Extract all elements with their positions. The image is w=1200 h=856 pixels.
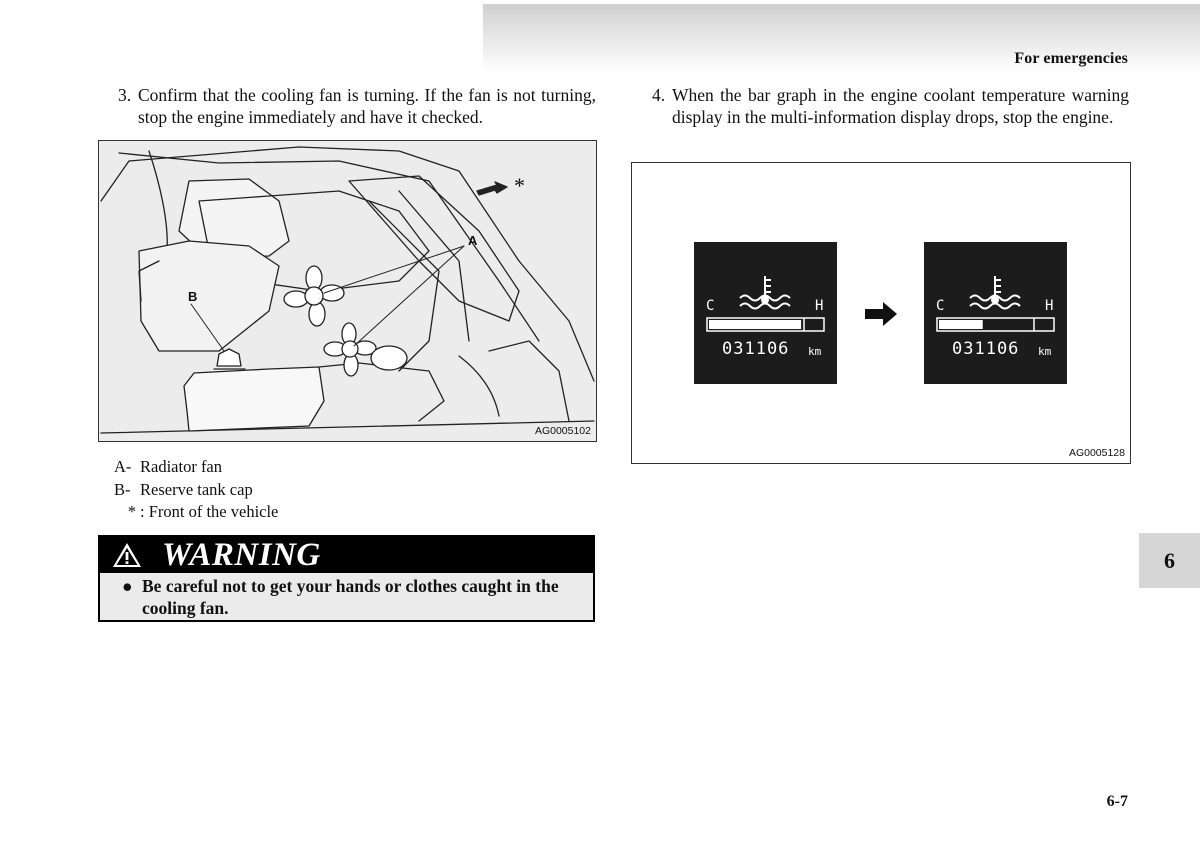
legend-key: B- bbox=[114, 479, 131, 499]
bar-graph-fill bbox=[709, 320, 801, 329]
legend-item bbox=[114, 456, 278, 479]
warning-box bbox=[98, 535, 595, 622]
bullet-icon: ● bbox=[122, 576, 133, 596]
label-a: A bbox=[468, 233, 478, 248]
hot-label: H bbox=[1045, 298, 1054, 314]
page-number: 6-7 bbox=[1106, 793, 1128, 810]
coolant-display-after bbox=[924, 242, 1067, 384]
figure-id: AG0005128 bbox=[1068, 447, 1125, 459]
chapter-tab: 6 bbox=[1139, 533, 1200, 588]
cold-label: C bbox=[936, 298, 945, 314]
reserve-tank-cap bbox=[214, 349, 245, 369]
odometer-value: 031106 bbox=[952, 339, 1020, 359]
engine-bay-illustration bbox=[98, 140, 597, 442]
step-number: 3. bbox=[118, 85, 132, 105]
warning-triangle-icon bbox=[112, 542, 142, 568]
coolant-display-figure bbox=[631, 162, 1131, 464]
coolant-gauge-before bbox=[694, 242, 837, 384]
coolant-temperature-icon bbox=[740, 276, 790, 309]
step-3 bbox=[118, 84, 596, 128]
radiator-fan-upper bbox=[284, 266, 344, 326]
legend-key: A- bbox=[114, 457, 132, 476]
legend-text: Reserve tank cap bbox=[140, 479, 253, 499]
warning-body bbox=[100, 573, 593, 619]
odometer-unit: km bbox=[1038, 345, 1052, 358]
legend-item bbox=[114, 501, 278, 524]
figure-legend bbox=[114, 456, 278, 524]
step-4 bbox=[652, 84, 1129, 128]
coolant-temperature-icon bbox=[970, 276, 1020, 309]
step-text: When the bar graph in the engine coolant temperature warning display in the multi-information display drops, stop the engine. bbox=[672, 85, 1129, 127]
odometer-unit: km bbox=[808, 345, 822, 358]
radiator-fan-lower bbox=[324, 323, 376, 376]
section-title: For emergencies bbox=[1014, 50, 1128, 67]
label-b: B bbox=[188, 289, 198, 304]
label-star: * bbox=[514, 173, 525, 198]
odometer-value: 031106 bbox=[722, 339, 790, 359]
step-text: Confirm that the cooling fan is turning. If the fan is not turning, stop the engine immediately and have it checked. bbox=[138, 85, 596, 127]
step-number: 4. bbox=[652, 85, 666, 105]
legend-key: * bbox=[127, 502, 136, 521]
warning-title: WARNING bbox=[162, 537, 321, 573]
legend-text: Radiator fan bbox=[140, 457, 223, 476]
warning-header bbox=[100, 537, 593, 573]
legend-text: : Front of the vehicle bbox=[140, 502, 279, 521]
bar-graph-fill bbox=[939, 320, 983, 329]
right-arrow-icon bbox=[865, 302, 897, 326]
hot-label: H bbox=[815, 298, 824, 314]
cold-label: C bbox=[706, 298, 715, 314]
coolant-display-before bbox=[694, 242, 837, 384]
legend-item bbox=[114, 479, 278, 502]
coolant-gauge-after bbox=[924, 242, 1067, 384]
warning-text: Be careful not to get your hands or clothes caught in the cooling fan. bbox=[142, 576, 559, 618]
figure-id: AG0005102 bbox=[534, 425, 591, 437]
